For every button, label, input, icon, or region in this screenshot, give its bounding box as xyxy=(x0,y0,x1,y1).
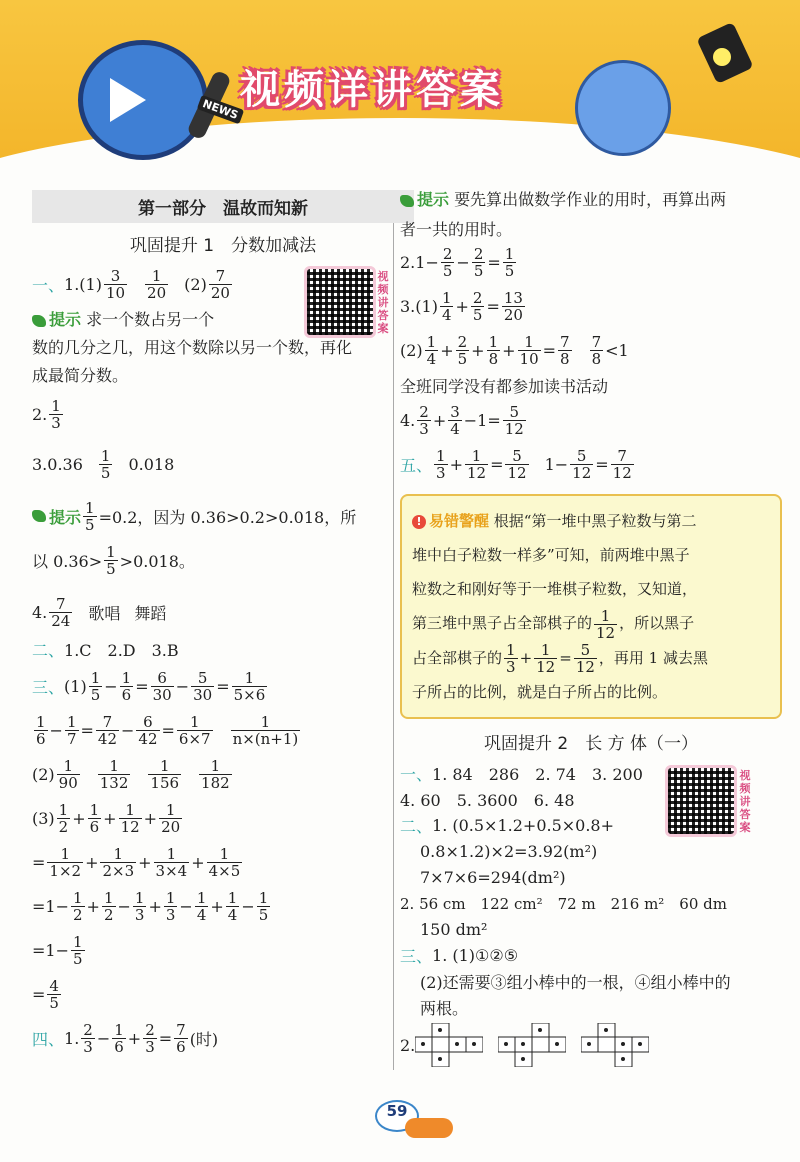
answer-row: 一、 1. 84 286 2. 74 3. 200 xyxy=(400,764,643,784)
fraction: $\frac{1}{12}$ xyxy=(120,800,140,836)
fraction: $\frac{1}{6}$ xyxy=(121,668,132,704)
answer-row: 3. 0.36 $\frac{1}{5}$ 0.018 xyxy=(32,446,175,482)
cube-net-diagram xyxy=(581,1023,649,1067)
fraction: $\frac{1}{2}$ xyxy=(73,888,83,924)
answer-row: 3.(1) $\frac{1}{4}$ + $\frac{2}{5}$ = $\frac{13}{20}$ xyxy=(400,288,523,324)
fraction: $\frac{2}{5}$ xyxy=(457,332,468,368)
fraction: $\frac{1}{6}$ xyxy=(36,712,46,748)
spotlight-glow-icon xyxy=(713,48,731,66)
header-banner xyxy=(0,0,800,165)
fraction: $\frac{1}{1\times 2}$ xyxy=(49,844,82,880)
fraction: $\frac{6}{42}$ xyxy=(138,712,158,748)
answer-row: 2. xyxy=(400,1020,782,1070)
news-badge: NEWS xyxy=(197,95,244,124)
lesson-title: 巩固提升 1 分数加减法 xyxy=(129,236,317,256)
fraction: $\frac{1}{5}$ xyxy=(504,244,515,280)
qr-label: 视频讲答案 xyxy=(739,769,751,834)
fraction: $\frac{5}{12}$ xyxy=(507,446,527,482)
fraction: $\frac{1}{5}$ xyxy=(73,932,83,968)
fraction: $\frac{3}{4}$ xyxy=(450,402,460,438)
fraction: $\frac{1}{20}$ xyxy=(147,266,167,302)
fraction: $\frac{7}{20}$ xyxy=(210,266,230,302)
lesson-title: 巩固提升 2 长 方 体（一） xyxy=(483,734,699,754)
fraction: $\frac{1}{90}$ xyxy=(58,756,78,792)
fraction: $\frac{1}{4}$ xyxy=(196,888,207,924)
fraction: $\frac{1}{12}$ xyxy=(466,446,487,482)
answer-row: 4. $\frac{2}{3}$ + $\frac{3}{4}$ − 1 = $\frac{5}{12}$ xyxy=(400,402,524,438)
page-title: 视频详讲答案 xyxy=(240,67,504,113)
answer-row: (2)还需要③组小棒中的一根，④组小棒中的 xyxy=(420,972,731,992)
fraction: $\frac{2}{3}$ xyxy=(145,1020,155,1056)
hint-line: 提示 要先算出做数学作业的用时，再算出两 xyxy=(400,190,782,210)
answer-row: 五、 $\frac{1}{3}$ + $\frac{1}{12}$ = $\frac{5}{12}$ 1 − $\frac{5}{12}$ = $\frac{7}{12}$ xyxy=(400,446,632,482)
fraction: $\frac{1}{20}$ xyxy=(161,800,181,836)
fraction: $\frac{1}{2\times 3}$ xyxy=(102,844,135,880)
cube-net-diagram xyxy=(415,1023,483,1067)
planet-mascot-icon xyxy=(575,60,671,156)
warning-line: 堆中白子粒数一样多”可知，前两堆中黑子 xyxy=(412,546,690,564)
answer-row: 两根。 xyxy=(420,998,469,1018)
question-label: (2) xyxy=(184,274,207,294)
hint-line: 成最简分数。 xyxy=(32,366,129,385)
answer-row: 二、 1. (0.5×1.2+0.5×0.8+ xyxy=(400,815,615,836)
fraction: $\frac{1}{5}$ xyxy=(258,888,269,924)
fraction: $\frac{5}{30}$ xyxy=(193,668,213,704)
fraction: $\frac{5}{12}$ xyxy=(504,402,524,438)
fraction: $\frac{1}{12}$ xyxy=(536,641,556,676)
left-column xyxy=(32,190,414,1060)
answer-row: 4. 60 5. 3600 6. 48 xyxy=(400,790,575,810)
answer-row: 4. $\frac{7}{24}$ 歌唱 舞蹈 xyxy=(32,594,167,630)
hint-line: 者一共的用时。 xyxy=(400,220,513,239)
answer-row: 0.8×1.2)×2=3.92(m²) xyxy=(420,841,598,861)
leaf-icon xyxy=(400,195,414,207)
fraction: $\frac{1}{2}$ xyxy=(103,888,114,924)
fraction: $\frac{1}{5}$ xyxy=(100,446,111,482)
fraction: $\frac{1}{8}$ xyxy=(488,332,499,368)
fraction: $\frac{1}{n\times(n+1)}$ xyxy=(232,712,299,748)
answer-row: 四、 1. $\frac{2}{3}$ − $\frac{1}{6}$ + $\frac{2}{3}$ = $\frac{7}{6}$ (时) xyxy=(32,1020,219,1056)
alert-icon: ! xyxy=(412,515,426,529)
fraction: $\frac{1}{4}$ xyxy=(426,332,437,368)
fraction: $\frac{2}{3}$ xyxy=(83,1020,93,1056)
fraction: $\frac{1}{6\times 7}$ xyxy=(178,712,211,748)
answer-row: (3) $\frac{1}{2}$ + $\frac{1}{6}$ + $\frac{1}{12}$ + $\frac{1}{20}$ xyxy=(32,800,181,836)
cube-nets xyxy=(415,1023,659,1067)
right-column xyxy=(400,190,782,1070)
answer-row: 2. 1 − $\frac{2}{5}$ − $\frac{2}{5}$ = $\frac{1}{5}$ xyxy=(400,244,515,280)
answer-row: 150 dm² xyxy=(420,919,488,939)
warning-line: 占全部棋子的 $\frac{1}{3}$ + $\frac{1}{12}$ = $\frac{5}{12}$ ，再用 1 减去黑 xyxy=(412,641,708,676)
fraction: $\frac{1}{3}$ xyxy=(165,888,176,924)
part-title: 第一部分 温故而知新 xyxy=(32,190,414,223)
answer-row: 三、 1. (1)①②⑤ xyxy=(400,945,519,966)
fraction: $\frac{1}{3\times 4}$ xyxy=(155,844,188,880)
hint-row: 提示 $\frac{1}{5}$ =0.2，因为 0.36>0.2>0.018，所 xyxy=(32,494,414,538)
answer-row: 三、 (1) $\frac{1}{5}$ − $\frac{1}{6}$ = $\frac{6}{30}$ − $\frac{5}{30}$ = $\frac{1}{5\times 6}$ xyxy=(32,668,266,704)
fraction: $\frac{7}{8}$ xyxy=(591,332,602,368)
answer-row: 二、 1.C 2.D 3.B xyxy=(32,640,179,660)
page-number: 59 xyxy=(375,1100,419,1132)
fraction: $\frac{13}{20}$ xyxy=(503,288,523,324)
answer-row: 7×7×6=294(dm²) xyxy=(420,867,566,887)
answer-row: = $\frac{4}{5}$ xyxy=(32,976,59,1012)
leaf-icon xyxy=(32,510,46,522)
hint-line: 提示 求一个数占另一个 xyxy=(32,310,414,330)
answer-row: 2. 56 cm 122 cm² 72 m 216 m² 60 dm xyxy=(400,894,727,913)
qr-code[interactable] xyxy=(665,765,737,837)
fraction: $\frac{1}{5\times 6}$ xyxy=(233,668,266,704)
hint-line: 数的几分之几，用这个数除以另一个数，再化 xyxy=(32,338,353,357)
fraction: $\frac{1}{7}$ xyxy=(66,712,77,748)
fraction: $\frac{5}{12}$ xyxy=(575,641,595,676)
fraction: $\frac{1}{156}$ xyxy=(150,756,180,792)
submarine-icon xyxy=(405,1118,453,1138)
fraction: $\frac{1}{3}$ xyxy=(436,446,446,482)
fraction: $\frac{1}{2}$ xyxy=(58,800,69,836)
fraction: $\frac{1}{10}$ xyxy=(519,332,539,368)
warning-line: 粒数之和刚好等于一堆棋子粒数，又知道， xyxy=(412,580,698,598)
cube-net-diagram xyxy=(498,1023,566,1067)
answer-row: (2) $\frac{1}{4}$ + $\frac{2}{5}$ + $\frac{1}{8}$ + $\frac{1}{10}$ = $\frac{7}{8}$ $\frac{7}{8}$ <1 xyxy=(400,332,629,368)
warning-line: 第三堆中黑子占全部棋子的 $\frac{1}{12}$ ，所以黑子 xyxy=(412,606,695,642)
answer-row: 2. $\frac{1}{3}$ xyxy=(32,396,61,432)
fraction: $\frac{7}{42}$ xyxy=(97,712,117,748)
fraction: $\frac{7}{24}$ xyxy=(51,594,71,630)
play-icon xyxy=(110,78,146,122)
answer-row: = 1 − $\frac{1}{5}$ xyxy=(32,932,83,968)
fraction: $\frac{1}{5}$ xyxy=(106,542,116,578)
question-label: 1.(1) xyxy=(64,274,102,294)
fraction: $\frac{2}{5}$ xyxy=(442,244,453,280)
fraction: $\frac{7}{6}$ xyxy=(176,1020,186,1056)
section-number: 一、 xyxy=(32,275,65,295)
fraction: $\frac{1}{3}$ xyxy=(134,888,145,924)
fraction: $\frac{6}{30}$ xyxy=(152,668,172,704)
fraction: $\frac{1}{132}$ xyxy=(99,756,129,792)
fraction: $\frac{7}{8}$ xyxy=(560,332,570,368)
fraction: $\frac{1}{3}$ xyxy=(51,396,61,432)
fraction: $\frac{2}{3}$ xyxy=(419,402,429,438)
fraction: $\frac{1}{5}$ xyxy=(90,668,101,704)
leaf-icon xyxy=(32,315,46,327)
warning-box xyxy=(400,494,782,719)
fraction: $\frac{1}{4}$ xyxy=(227,888,238,924)
fraction: $\frac{1}{6}$ xyxy=(114,1020,124,1056)
fraction: $\frac{1}{4\times 5}$ xyxy=(208,844,241,880)
fraction: $\frac{1}{182}$ xyxy=(201,756,230,792)
fraction: $\frac{2}{5}$ xyxy=(473,244,484,280)
warning-line: 子所占的比例，就是白子所占的比例。 xyxy=(412,683,668,701)
qr-code[interactable] xyxy=(304,266,376,338)
fraction: $\frac{4}{5}$ xyxy=(49,976,59,1012)
fraction: $\frac{5}{12}$ xyxy=(572,446,592,482)
fraction: $\frac{1}{12}$ xyxy=(596,606,616,642)
warning-line: ! 易错警醒 根据“第一堆中黑子粒数与第二 xyxy=(412,504,770,538)
fraction: $\frac{1}{6}$ xyxy=(89,800,100,836)
fraction: $\frac{1}{5}$ xyxy=(85,498,95,534)
fraction: $\frac{1}{3}$ xyxy=(506,641,516,676)
fraction: $\frac{2}{5}$ xyxy=(472,288,483,324)
hint-row: 以 0.36> $\frac{1}{5}$ >0.018。 xyxy=(32,542,195,578)
fraction: $\frac{7}{12}$ xyxy=(612,446,632,482)
answer-row: (2) $\frac{1}{90}$ $\frac{1}{132}$ $\frac{1}{156}$ $\frac{1}{182}$ xyxy=(32,756,230,792)
answer-row: $\frac{1}{6}$ − $\frac{1}{7}$ = $\frac{7}{42}$ − $\frac{6}{42}$ = $\frac{1}{6\times 7}$ $\frac{1}{n\times(n+1)}$ xyxy=(36,712,299,748)
qr-label: 视频讲答案 xyxy=(377,270,389,335)
fraction: $\frac{3}{10}$ xyxy=(105,266,126,302)
answer-row: = $\frac{1}{1\times 2}$ + $\frac{1}{2\times 3}$ + $\frac{1}{3\times 4}$ + $\frac{1}{4\times 5}$ xyxy=(32,844,241,880)
answer-row: = 1 − $\frac{1}{2}$ + $\frac{1}{2}$ − $\frac{1}{3}$ + $\frac{1}{3}$ − $\frac{1}{4}$ + $\frac{1}{4}$ − $\frac{1}{5}$ xyxy=(32,888,269,924)
answer-text: 全班同学没有都参加读书活动 xyxy=(400,376,609,396)
fraction: $\frac{1}{4}$ xyxy=(441,288,452,324)
